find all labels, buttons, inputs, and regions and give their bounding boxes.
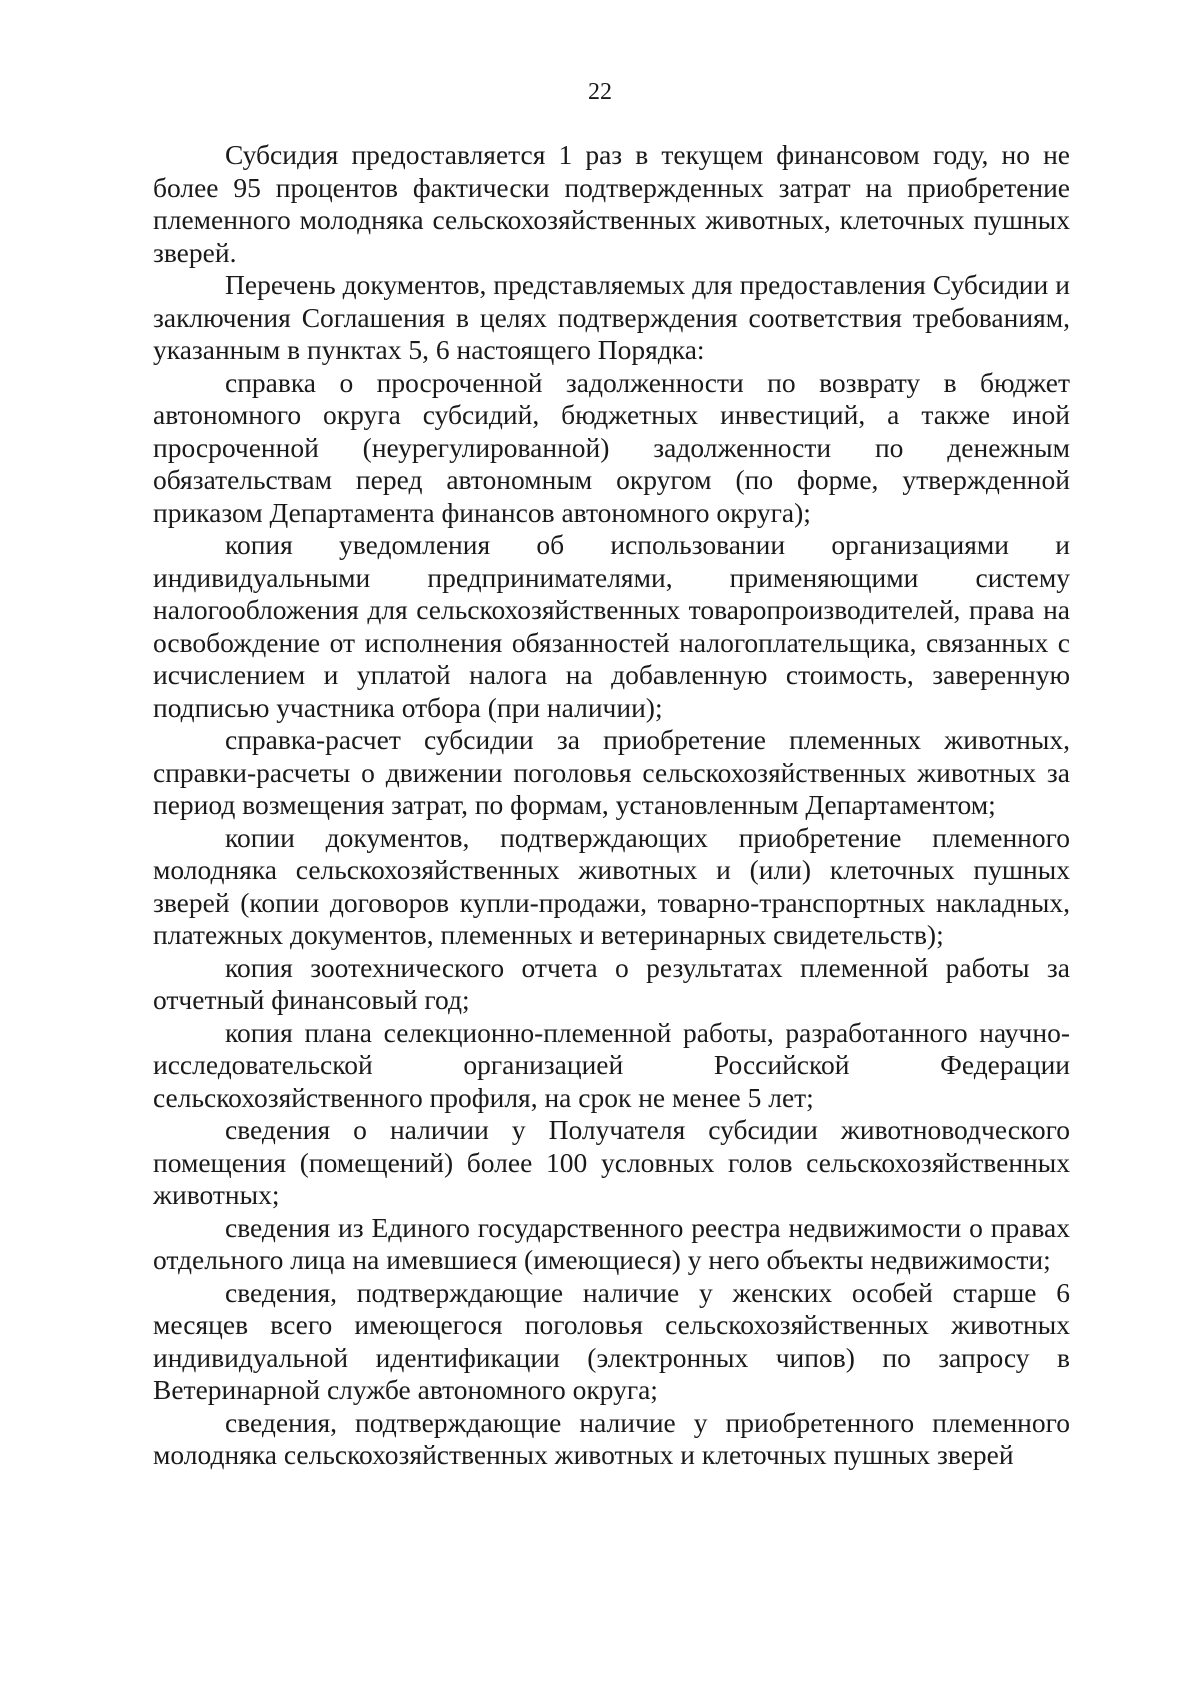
paragraph: Субсидия предоставляется 1 раз в текущем финансовом году, но не более 95 процентов фактически подтвержденных затрат на приобретение племенного молодняка сельскохозяйственных животных, клеточных пушных зверей. <box>153 139 1070 268</box>
document-body <box>153 139 1070 1472</box>
paragraph: копия уведомления об использовании организациями и индивидуальными предпринимателями, применяющими систему налогообложения для сельскохозяйственных товаропроизводителей, права на освобождение от исполнения обязанностей налогоплательщика, связанных с исчислением и уплатой налога на добавленную стоимость, заверенную подписью участника отбора (при наличии); <box>153 529 1070 723</box>
paragraph: Перечень документов, представляемых для предоставления Субсидии и заключения Соглашения в целях подтверждения соответствия требованиям, указанным в пунктах 5, 6 настоящего Порядка: <box>153 269 1070 365</box>
paragraph: сведения, подтверждающие наличие у женских особей старше 6 месяцев всего имеющегося поголовья сельскохозяйственных животных индивидуальной идентификации (электронных чипов) по запросу в Ветеринарной службе автономного округа; <box>153 1276 1070 1405</box>
paragraph: сведения о наличии у Получателя субсидии животноводческого помещения (помещений) более 100 условных голов сельскохозяйственных животных; <box>153 1114 1070 1210</box>
paragraph: копии документов, подтверждающих приобретение племенного молодняка сельскохозяйственных животных и (или) клеточных пушных зверей (копии договоров купли-продажи, товарно-транспортных накладных, платежных документов, племенных и ветеринарных свидетельств); <box>153 821 1070 950</box>
page-number: 22 <box>588 79 612 105</box>
paragraph: сведения, подтверждающие наличие у приобретенного племенного молодняка сельскохозяйственных животных и клеточных пушных зверей <box>153 1406 1070 1470</box>
paragraph: справка-расчет субсидии за приобретение племенных животных, справки-расчеты о движении поголовья сельскохозяйственных животных за период возмещения затрат, по формам, установленным Департаментом; <box>153 724 1070 820</box>
paragraph: копия зоотехнического отчета о результатах племенной работы за отчетный финансовый год; <box>153 951 1070 1015</box>
paragraph: справка о просроченной задолженности по возврату в бюджет автономного округа субсидий, бюджетных инвестиций, а также иной просроченной (неурегулированной) задолженности по денежным обязательствам перед автономным округом (по форме, утвержденной приказом Департамента финансов автономного округа); <box>153 366 1070 528</box>
paragraph: копия плана селекционно-племенной работы, разработанного научно-исследовательской организацией Российской Федерации сельскохозяйственного профиля, на срок не менее 5 лет; <box>153 1016 1070 1113</box>
paragraph: сведения из Единого государственного реестра недвижимости о правах отдельного лица на имевшиеся (имеющиеся) у него объекты недвижимости; <box>153 1211 1070 1275</box>
